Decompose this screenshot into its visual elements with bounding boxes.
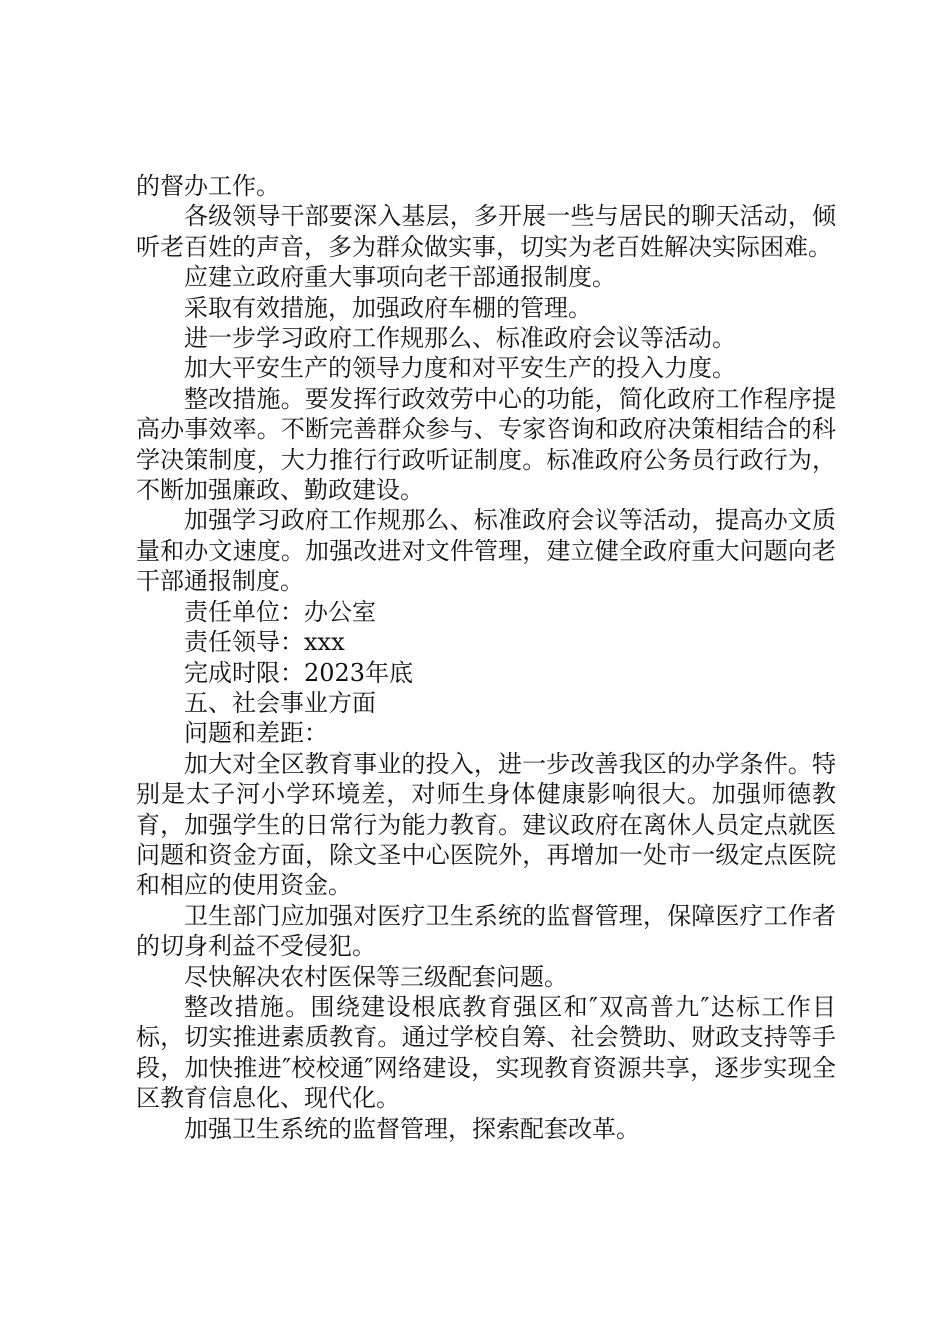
paragraph: 的督办工作。	[136, 172, 280, 200]
responsible-unit-line: 责任单位：办公室	[184, 597, 376, 626]
paragraph: 整改措施。要发挥行政效劳中心的功能，简化政府工作程序提高办事效率。不断完善群众参与、专家咨询和政府决策相结合的科学决策制度，大力推行行政听证制度。标准政府公务员行政行为，不断加强廉政、勤政建设。	[136, 384, 836, 505]
document-body	[136, 171, 836, 1144]
paragraph: 尽快解决农村医保等三级配套问题。	[184, 962, 568, 991]
paragraph: 进一步学习政府工作规那么、标准政府会议等活动。	[184, 324, 736, 353]
paragraph: 应建立政府重大事项向老干部通报制度。	[184, 263, 616, 292]
paragraph: 各级领导干部要深入基层，多开展一些与居民的聊天活动，倾听老百姓的声音，多为群众做实事，切实为老百姓解决实际困难。	[136, 202, 836, 261]
subheading: 问题和差距：	[184, 719, 328, 748]
paragraph: 加强卫生系统的监督管理，探索配套改革。	[184, 1114, 640, 1143]
deadline-line: 完成时限：2023年底	[184, 658, 414, 687]
paragraph: 整改措施。围绕建设根底教育强区和″双高普九″达标工作目标，切实推进素质教育。通过学校自筹、社会赞助、财政支持等手段，加快推进″校校通″网络建设，实现教育资源共享，逐步实现全区教育信息化、现代化。	[136, 992, 836, 1113]
paragraph: 采取有效措施，加强政府车棚的管理。	[184, 293, 592, 322]
paragraph: 加大平安生产的领导力度和对平安生产的投入力度。	[184, 354, 736, 383]
responsible-leader-line: 责任领导：xxx	[184, 628, 345, 657]
paragraph: 加大对全区教育事业的投入，进一步改善我区的办学条件。特别是太子河小学环境差，对师生身体健康影响很大。加强师德教育，加强学生的日常行为能力教育。建议政府在离休人员定点就医问题和资金方面，除文圣中心医院外，再增加一处市一级定点医院和相应的使用资金。	[136, 749, 836, 900]
paragraph: 卫生部门应加强对医疗卫生系统的监督管理，保障医疗工作者的切身利益不受侵犯。	[136, 901, 836, 961]
paragraph: 加强学习政府工作规那么、标准政府会议等活动，提高办文质量和办文速度。加强改进对文件管理，建立健全政府重大问题向老干部通报制度。	[136, 506, 836, 596]
section-heading: 五、社会事业方面	[184, 688, 376, 717]
